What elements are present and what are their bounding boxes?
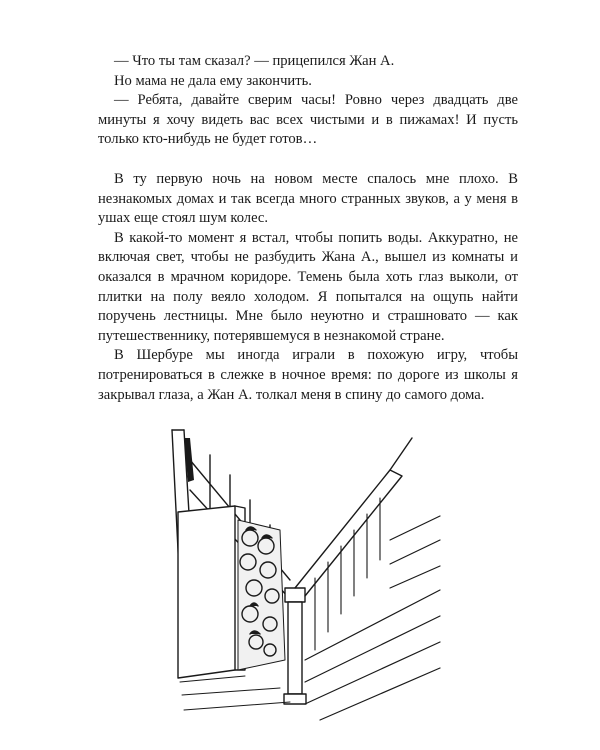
balusters	[315, 498, 380, 650]
paragraph-6: В Шербуре мы иногда играли в похожую игру, чтобы потренироваться в слежке в ночное время: по дороге из школы я закрывал глаза, а Жан А. толкал меня в спину до самого дома.	[98, 347, 518, 403]
door	[178, 506, 245, 678]
paragraph-3: — Ребята, давайте сверим часы! Ровно через двадцать две минуты я хочу видеть вас всех чистыми и в пижамах! И пусть только кто-нибудь не будет готов…	[98, 92, 518, 148]
paragraph-4: В ту первую ночь на новом месте спалось мне плохо. В незнакомых домах и так всегда много странных звуков, а у меня в ушах еще стоял шум колес.	[98, 170, 518, 227]
paragraph-1: — Что ты там сказал? — прицепился Жан А.	[114, 53, 395, 69]
children-group	[238, 520, 285, 670]
paragraph-5: В какой-то момент я встал, чтобы попить воды. Аккуратно, не включая свет, чтобы не разбудить Жана А., вышел из комнаты и оказался в мрачном коридоре. Темень была хоть глаз выколи, от плитки на полу веяло холодом. Я попытался на ощупь найти поручень лестницы. Мне было неуютно и страшновато — как путешественнику, потерявшемуся в незнакомой стране.	[98, 229, 518, 344]
staircase-illustration	[150, 420, 450, 730]
paragraph-2: Но мама не дала ему закончить.	[114, 72, 312, 89]
body-text	[98, 52, 518, 405]
handrail	[295, 470, 402, 596]
newel-post	[284, 588, 306, 704]
floor-lines	[180, 676, 290, 710]
stair-treads	[305, 516, 440, 720]
